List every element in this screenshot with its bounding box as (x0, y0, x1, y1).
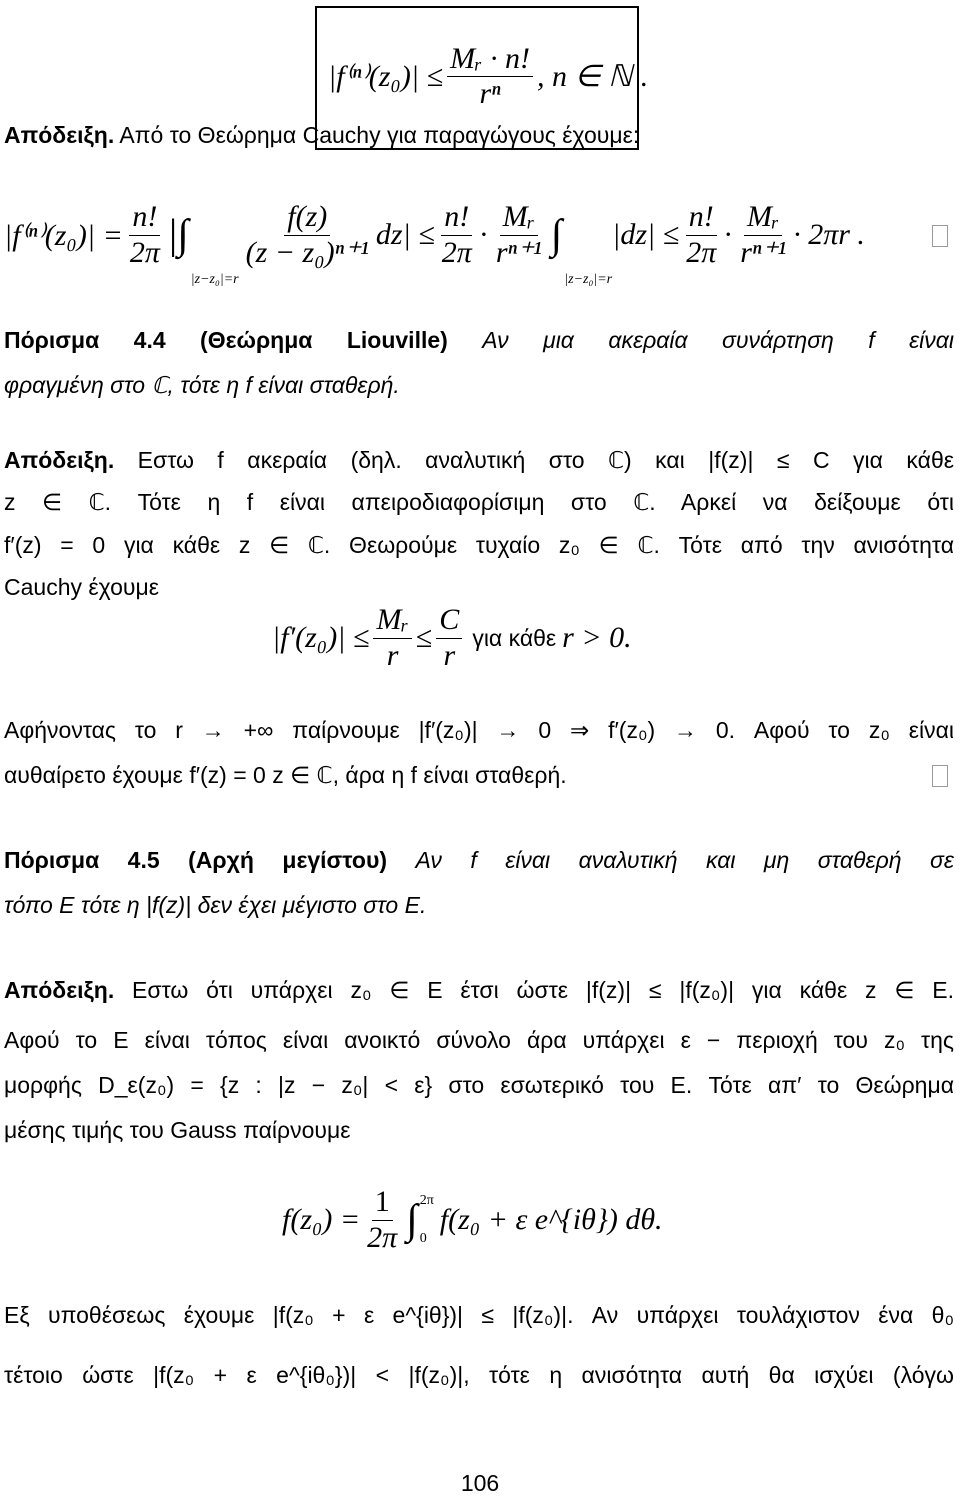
formula-lhs: |f⁽ⁿ⁾(z₀)| ≤ (328, 60, 444, 93)
corollary-title: Πόρισμα 4.4 (Θεώρημα Liouville) (4, 327, 448, 353)
fraction (364, 1185, 400, 1255)
proof2-line5: Αφήνοντας το r → +∞ παίρνουμε |f′(z₀)| → 0 ⇒ f′(z₀) → 0. Αφού το z₀ είναι (4, 717, 954, 743)
corollary44-line2: φραγμένη στο ℂ, τότε η f είναι σταθερή. (4, 372, 400, 398)
numerator: n! (129, 200, 160, 236)
numerator: C (436, 603, 462, 639)
numerator: n! (441, 200, 472, 236)
formula-lhs: |f⁽ⁿ⁾(z₀)| = (4, 218, 123, 252)
denominator: 2π (686, 235, 717, 269)
integral-sign: ∫ (550, 212, 563, 258)
proof-text: Εστω ότι υπάρχει z₀ ∈ E έτσι ώστε |f(z)| ≤ |f(z₀)| για κάθε z ∈ E. (114, 977, 954, 1003)
dot: · (723, 218, 734, 251)
numerator: n! (686, 200, 717, 236)
numerator: Mᵣ (373, 603, 411, 639)
qed-icon (932, 765, 948, 787)
corollary-title: Πόρισμα 4.5 (Αρχή μεγίστου) (4, 847, 387, 873)
fraction (243, 200, 372, 270)
fraction (436, 603, 462, 673)
le-sign: ≤ (415, 621, 433, 654)
formula-rhs: , n ∈ ℕ (536, 60, 633, 93)
proof3-line6: τέτοιο ώστε |f(z₀ + ε e^{iθ₀})| < |f(z₀)|, τότε η ανισότητα αυτή θα ισχύει (λόγω (4, 1362, 954, 1388)
proof2-line2: z ∈ ℂ. Τότε η f είναι απειροδιαφορίσιμη στο ℂ. Αρκεί να δείξουμε ότι (4, 489, 954, 515)
proof3-line5: Εξ υποθέσεως έχουμε |f(z₀ + ε e^{iθ})| ≤ |f(z₀)|. Αν υπάρχει τουλάχιστον ένα θ₀ (4, 1302, 954, 1328)
proof-label: Απόδειξη. (4, 122, 115, 148)
numerator: f(z) (284, 200, 330, 236)
fraction (127, 200, 163, 270)
corollary-text: Αν f είναι αναλυτική και μη σταθερή σε (415, 847, 955, 873)
denominator: 2π (367, 1220, 398, 1254)
proof2-line4: Cauchy έχουμε (4, 574, 159, 600)
lower-limit: 0 (419, 1231, 427, 1246)
formula-term: dz| ≤ (375, 218, 435, 251)
formula-condition: r > 0. (562, 621, 632, 654)
corollary44-line1 (4, 325, 954, 355)
fraction (439, 200, 475, 270)
denominator: r (443, 638, 456, 672)
formula-term: |dz| ≤ (612, 218, 680, 251)
proof-label: Απόδειξη. (4, 977, 115, 1003)
denominator: r (386, 638, 399, 672)
formula-tail: · 2πr . (793, 218, 865, 251)
dot: · (478, 218, 489, 251)
proof3-line3: μορφής D_ε(z₀) = {z : |z − z₀| < ε} στο εσωτερικό του E. Τότε απ′ το Θεώρημα (4, 1072, 954, 1098)
gauss-mean-value-formula (282, 1180, 663, 1260)
corollary45-line1 (4, 845, 954, 875)
denominator: rⁿ⁺¹ (740, 235, 787, 269)
cauchy-inequality (272, 598, 632, 678)
denominator: (z − z₀)ⁿ⁺¹ (245, 235, 369, 269)
page-number: 106 (460, 1470, 500, 1496)
fraction (683, 200, 719, 270)
fraction (493, 200, 545, 270)
denominator: rⁿ (479, 77, 501, 110)
numerator: 1 (372, 1185, 393, 1221)
corollary-text: Αν μια ακεραία συνάρτηση f είναι (482, 327, 955, 353)
corollary45-line2: τόπο E τότε η |f(z)| δεν έχει μέγιστο στο E. (4, 892, 427, 918)
proof2-line3: f′(z) = 0 για κάθε z ∈ ℂ. Θεωρούμε τυχαίο z₀ ∈ ℂ. Τότε από την ανισότητα (4, 532, 954, 558)
formula-text: για κάθε (472, 624, 557, 651)
integral-sign: ∫ (406, 1197, 418, 1243)
proof1-intro (4, 120, 954, 150)
numerator: Mᵣ · n! (447, 42, 533, 78)
proof3-line2: Αφού το E είναι τόπος είναι ανοικτό σύνολο άρα υπάρχει ε − περιοχή του z₀ της (4, 1027, 954, 1053)
integral-sign: |∫ (168, 212, 189, 258)
cauchy-derivative-formula (4, 180, 865, 290)
integrand: f(z₀ + ε e^{iθ}) dθ. (439, 1203, 663, 1236)
formula-period: . (640, 60, 648, 93)
fraction (373, 603, 411, 673)
upper-limit: 2π (419, 1193, 434, 1208)
numerator: Mᵣ (500, 200, 538, 236)
denominator: 2π (441, 235, 472, 269)
denominator: rⁿ⁺¹ (495, 235, 542, 269)
numerator: Mᵣ (744, 200, 782, 236)
fraction (447, 42, 533, 112)
integral-bound: |z−z₀|=r (564, 272, 613, 287)
proof3-line4: μέσης τιμής του Gauss παίρνουμε (4, 1117, 351, 1143)
proof-text: Εστω f ακεραία (δηλ. αναλυτική στο ℂ) και |f(z)| ≤ C για κάθε (114, 447, 954, 473)
denominator: 2π (129, 235, 160, 269)
proof-text: Από το Θεώρημα Cauchy για παραγώγους έχουμε: (114, 122, 640, 148)
qed-icon (932, 225, 948, 247)
formula-lhs: f(z₀) = (282, 1203, 361, 1236)
integral-limits (420, 1193, 434, 1247)
proof-label: Απόδειξη. (4, 447, 115, 473)
formula-lhs: |f′(z₀)| ≤ (272, 621, 370, 654)
proof2-line6: αυθαίρετο έχουμε f′(z) = 0 z ∈ ℂ, άρα η f είναι σταθερή. (4, 762, 567, 788)
fraction (737, 200, 789, 270)
proof2-line1 (4, 445, 954, 475)
integral-bound: |z−z₀|=r (190, 272, 239, 287)
proof3-line1 (4, 975, 954, 1005)
